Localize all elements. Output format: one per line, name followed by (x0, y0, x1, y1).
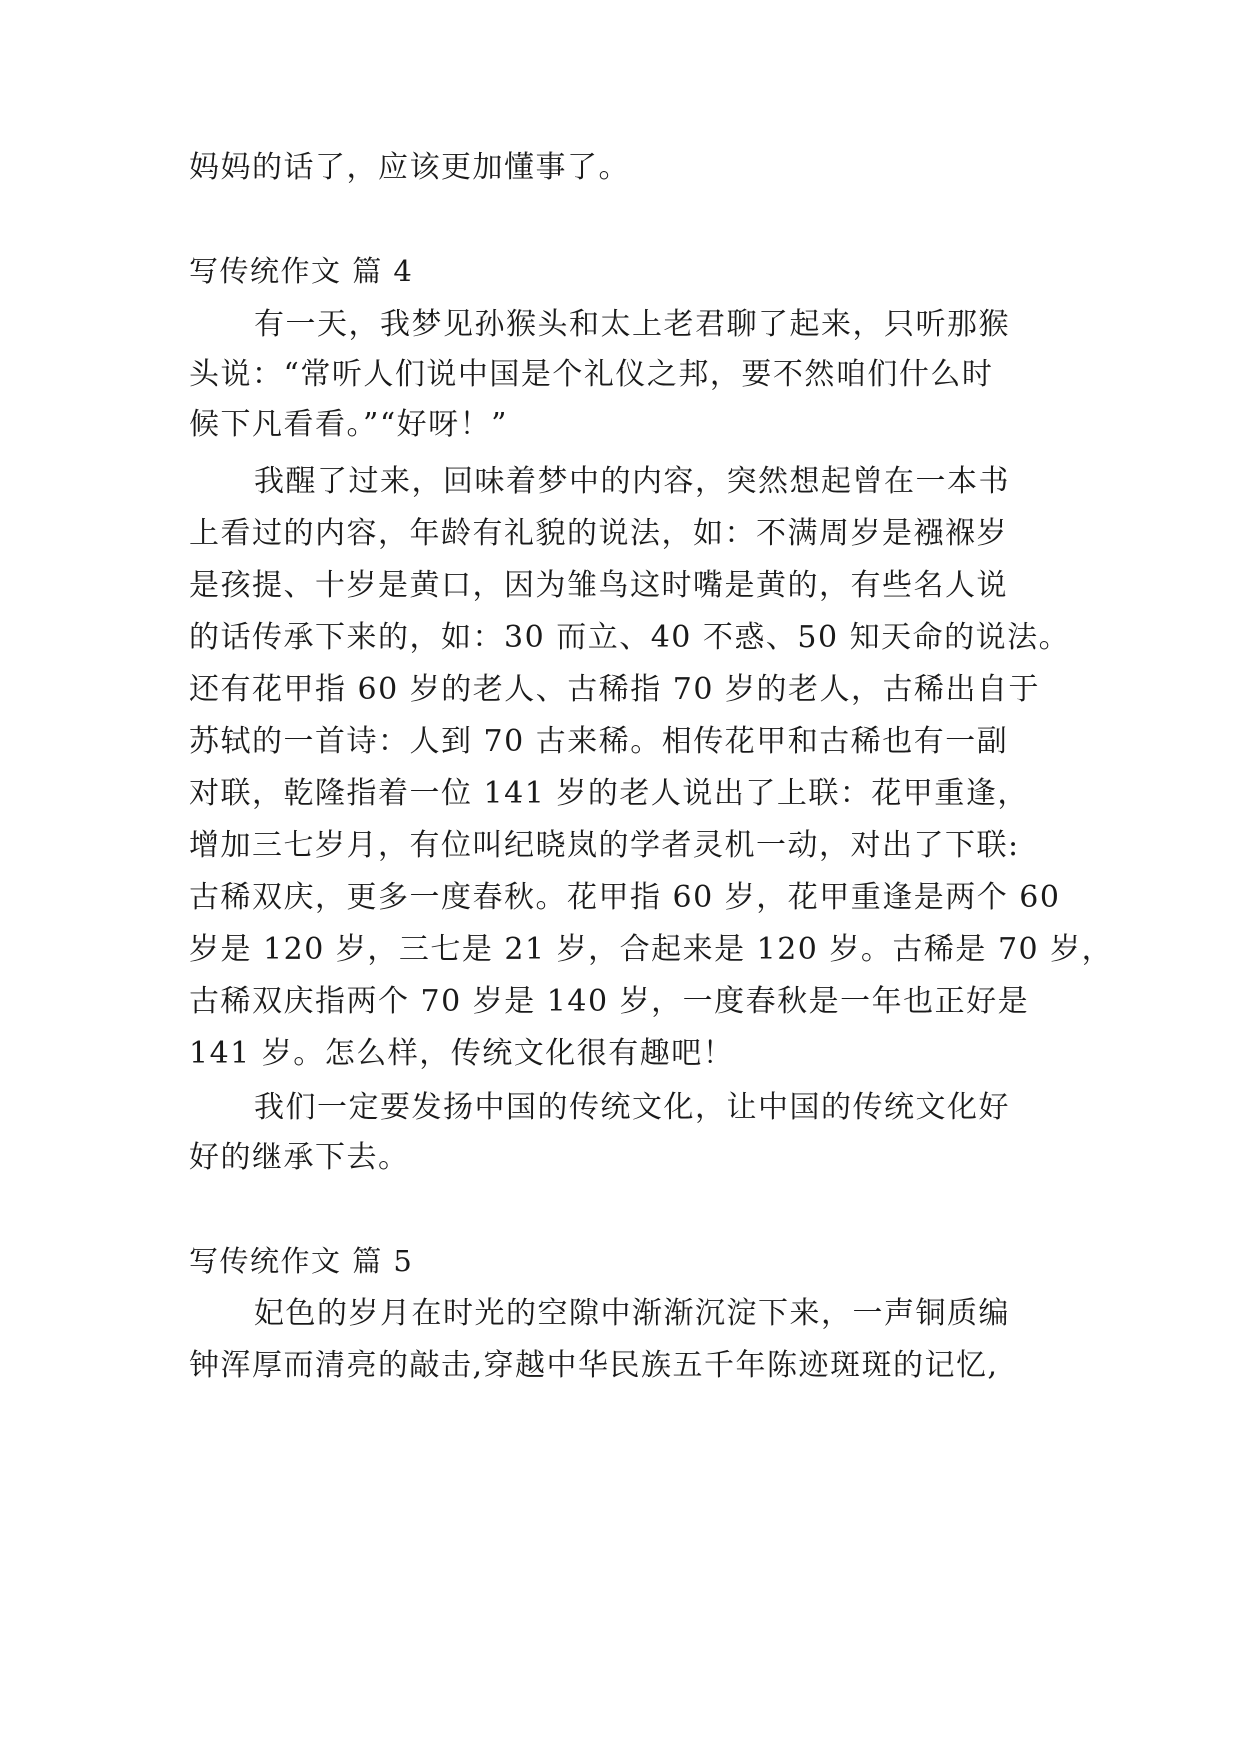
paragraph-line: 岁是 120 岁，三七是 21 岁，合起来是 120 岁。古稀是 70 岁， (189, 932, 1114, 967)
paragraph-line: 好的继承下去。 (189, 1140, 410, 1175)
paragraph-line: 上看过的内容，年龄有礼貌的说法，如：不满周岁是襁褓岁 (189, 516, 1008, 551)
paragraph-line: 我醒了过来，回味着梦中的内容，突然想起曾在一本书 (254, 464, 1010, 499)
paragraph-line: 古稀双庆，更多一度春秋。花甲指 60 岁，花甲重逢是两个 60 (189, 880, 1061, 915)
paragraph-line: 妃色的岁月在时光的空隙中渐渐沉淀下来，一声铜质编 (254, 1296, 1010, 1331)
paragraph-line: 钟浑厚而清亮的敲击,穿越中华民族五千年陈迹斑斑的记忆, (189, 1348, 999, 1383)
paragraph-line: 古稀双庆指两个 70 岁是 140 岁，一度春秋是一年也正好是 (189, 984, 1030, 1019)
paragraph-line: 有一天，我梦见孙猴头和太上老君聊了起来，只听那猴 (254, 307, 1010, 342)
paragraph-line: 头说：“常听人们说中国是个礼仪之邦，要不然咱们什么时 (189, 357, 994, 392)
paragraph-line: 候下凡看看。”“好呀！” (189, 407, 509, 442)
paragraph-line: 的话传承下来的，如：30 而立、40 不惑、50 知天命的说法。 (189, 620, 1071, 655)
paragraph-line: 妈妈的话了，应该更加懂事了。 (189, 150, 630, 185)
paragraph-line: 对联，乾隆指着一位 141 岁的老人说出了上联：花甲重逢， (189, 776, 1029, 811)
paragraph-line: 141 岁。怎么样，传统文化很有趣吧！ (189, 1036, 735, 1071)
paragraph-line: 增加三七岁月，有位叫纪晓岚的学者灵机一动，对出了下联: (189, 828, 1020, 863)
paragraph-line: 是孩提、十岁是黄口，因为雏鸟这时嘴是黄的，有些名人说 (189, 568, 1008, 603)
paragraph-line: 苏轼的一首诗：人到 70 古来稀。相传花甲和古稀也有一副 (189, 724, 1009, 759)
section-heading: 写传统作文 篇 5 (189, 1244, 414, 1278)
paragraph-line: 还有花甲指 60 岁的老人、古稀指 70 岁的老人，古稀出自于 (189, 672, 1040, 707)
paragraph-line: 我们一定要发扬中国的传统文化，让中国的传统文化好 (254, 1090, 1010, 1125)
section-heading: 写传统作文 篇 4 (189, 254, 414, 288)
